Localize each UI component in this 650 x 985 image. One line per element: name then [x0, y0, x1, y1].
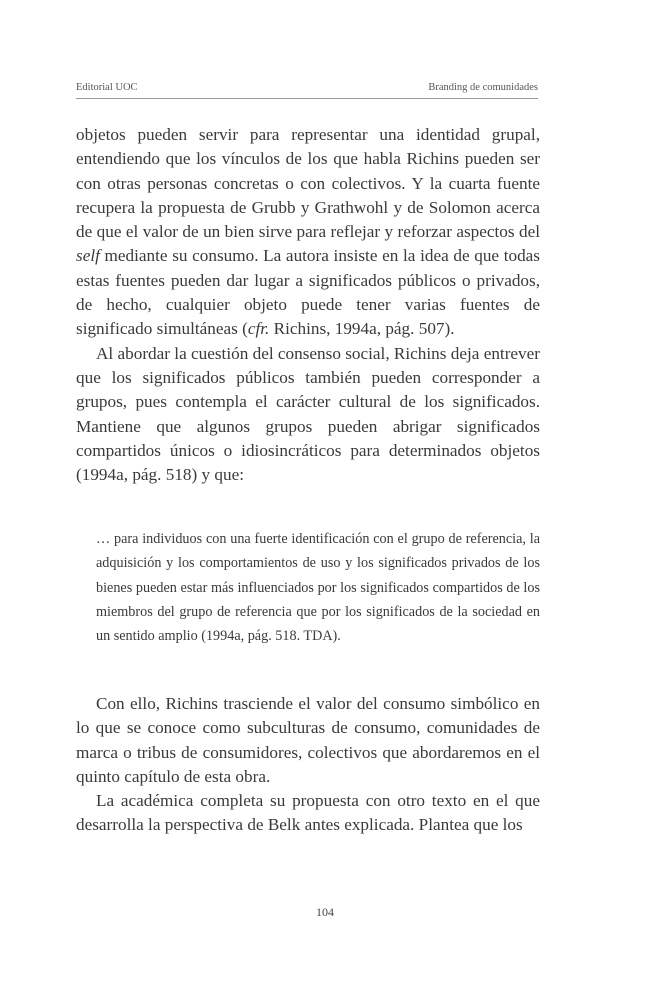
header-book-title: Branding de comunidades	[428, 82, 538, 93]
paragraph-1-italic-self: self	[76, 246, 100, 266]
paragraph-1-text-b: mediante su consumo. La autora insiste en la idea de que todas estas fuentes pueden dar lugar a significados públicos o privados, de hecho, cualquier objeto puede tener varias fuentes de significado simultáneas (	[76, 246, 540, 339]
page-number: 104	[316, 905, 334, 919]
paragraph-2: Al abordar la cuestión del consenso social, Richins deja entrever que los significados públicos también pueden corresponder a grupos, pues contempla el carácter cultural de los significados. Mantiene que algunos grupos pueden abrigar significados compartidos únicos o idiosincráticos para determinados objetos (1994a, pág. 518) y que:	[76, 343, 540, 485]
header-publisher: Editorial UOC	[76, 82, 138, 93]
paragraph-1-italic-cfr: cfr.	[247, 319, 270, 339]
paragraph-1-text-a: objetos pueden servir para representar una identidad grupal, entendiendo que los vínculos de los que habla Richins pueden ser con otras personas concretas o con colectivos. Y la cuarta fuente recupera la propuesta de Grubb y Grathwohl y de Solomon acerca de que el valor de un bien sirve para reflejar y reforzar aspectos del	[76, 125, 540, 242]
block-quote	[96, 527, 540, 648]
paragraph-1	[76, 123, 540, 342]
main-text-block-2	[76, 692, 540, 838]
paragraph-1-text-c: Richins, 1994a, pág. 507).	[269, 319, 455, 339]
paragraph-4: La académica completa su propuesta con otro texto en el que desarrolla la perspectiva de Belk antes explicada. Plantea que los	[76, 791, 540, 835]
block-quote-text: … para individuos con una fuerte identificación con el grupo de referencia, la adquisición y los comportamientos de uso y los significados privados de los bienes pueden estar más influenciados por los significados compartidos de los miembros del grupo de referencia que por los significados de la sociedad en un sentido amplio (1994a, pág. 518. TDA).	[96, 531, 540, 645]
paragraph-3: Con ello, Richins trasciende el valor del consumo simbólico en lo que se conoce como subculturas de consumo, comunidades de marca o tribus de consumidores, colectivos que abordaremos en el quinto capítulo de esta obra.	[76, 694, 540, 786]
main-text-block	[76, 123, 540, 487]
running-header	[76, 82, 538, 99]
